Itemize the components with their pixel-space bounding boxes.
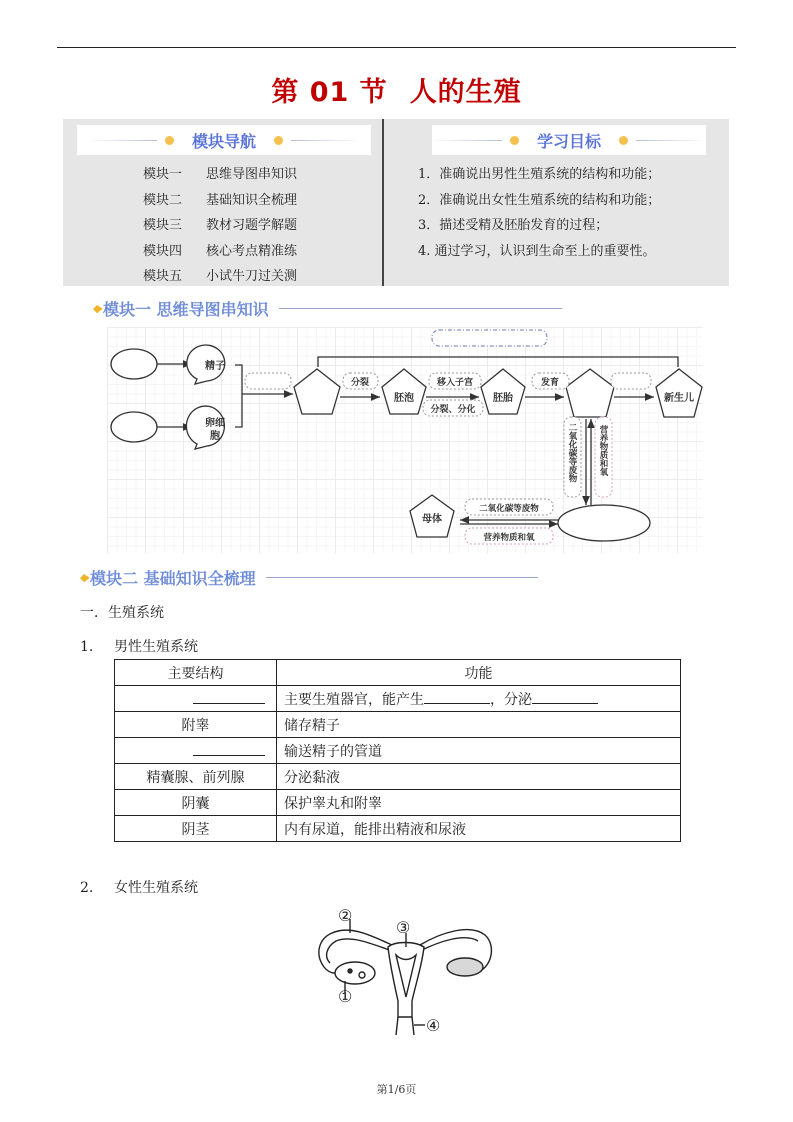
left-ovary [335,962,375,984]
embryo-pentagon [481,369,525,414]
edge-label: 二氧化碳等废物 [479,504,539,514]
fill-blank[interactable] [532,689,598,704]
node-label-newborn: 新生儿 [664,393,694,404]
heading-label: 男性生殖系统 [114,639,198,655]
structure-cell [115,686,277,712]
table-row [115,686,681,712]
heading-male-system [80,636,198,656]
module-nav-list [143,162,297,290]
module-number: 模块五 [143,269,183,284]
header-line-right [291,140,361,141]
node-label-egg: 胞 [210,431,220,442]
column-header: 功能 [277,660,681,686]
vagina [396,1017,414,1035]
node-label-egg: 卵细 [205,418,225,429]
heading-reproductive-system: 一．生殖系统 [80,605,164,621]
heading-label: 女性生殖系统 [114,880,198,896]
male-system-table [114,659,681,842]
module-name: 基础知识全梳理 [206,192,298,208]
learning-goals-header [432,125,706,155]
function-text: 主要生殖器官，能产生 [284,691,424,708]
table-row [115,738,681,764]
fill-blank[interactable] [193,741,265,756]
table-header-row [115,660,681,686]
right-ovary [447,958,483,976]
table-row [115,816,681,842]
diamond-chevron-icon: ◆› [93,302,100,315]
follicle [348,969,352,973]
function-cell: 保护睾丸和附睾 [277,790,681,816]
structure-cell: 精囊腺、前列腺 [115,764,277,790]
column-header: 主要结构 [115,660,277,686]
header-line-left [87,140,157,141]
function-cell: 分泌黏液 [277,764,681,790]
edge-label: 营养物质和氧 [483,533,535,543]
edge-label: 移入子宫 [436,378,474,388]
module-number: 模块四 [143,243,183,259]
edge-label: 分裂 [350,378,370,388]
table-row [115,764,681,790]
dot-icon [510,136,519,145]
learning-goals-list [418,162,660,264]
learning-goals-title: 学习目标 [537,131,602,151]
module-name: 教材习题学解题 [206,218,298,233]
heading-number: 2. [80,880,94,896]
node-label-sperm: 精子 [205,361,225,372]
title-lesson-number: 第 01 节 [271,77,388,108]
module-number: 模块三 [143,218,183,233]
structure-cell: 阴茎 [115,816,277,842]
section-heading-basics [80,566,538,589]
function-cell: 输送精子的管道 [277,738,681,764]
edge-label: 发育 [540,378,560,388]
dot-icon [274,136,283,145]
fill-blank[interactable] [424,689,490,704]
module-nav-item[interactable] [143,188,297,214]
diamond-chevron-icon: ◆› [80,571,87,584]
dot-icon [619,136,628,145]
top-bracket [318,357,678,367]
module-nav-item[interactable] [143,239,297,265]
structure-cell: 阴囊 [115,790,277,816]
node-label-blastocyst: 胚泡 [394,393,414,404]
uterus-body [388,943,424,1018]
section-title: 模块二 基础知识全梳理 [90,569,256,588]
module-nav-item[interactable] [143,162,297,188]
structure-cell: 附睾 [115,712,277,738]
node-label-embryo: 胚胎 [493,393,513,404]
learning-goal-item: 2．准确说出女性生殖系统的结构和功能； [418,192,661,208]
section-heading-mindmap [93,297,562,320]
section-rule [279,308,562,309]
function-cell [277,686,681,712]
zygote-pentagon-blank [294,369,340,414]
header-rule [57,47,736,48]
section-rule [266,577,538,578]
module-name: 核心考点精准练 [206,243,298,259]
overview-divider [382,119,384,286]
fetus-pentagon-blank [566,369,614,417]
heading-number: 1. [80,639,94,655]
header-line-right [636,140,706,141]
module-nav-title: 模块导航 [191,131,256,151]
blastocyst-pentagon [382,369,426,414]
edge-label: 营养物质和氧 [598,425,608,476]
edge-label: 分裂、分化 [430,405,476,415]
page-number: 第1/6页 [376,1083,417,1096]
figure-label-3: ③ [396,918,411,937]
uterus-illustration [310,905,500,1040]
figure-label-1: ① [338,987,353,1006]
blank-ellipse-top [111,349,157,379]
function-cell: 储存精子 [277,712,681,738]
header-line-left [432,140,502,141]
page-title [0,70,793,109]
module-nav-item[interactable] [143,213,297,239]
node-label-mother: 母体 [422,514,442,525]
title-lesson-name: 人的生殖 [409,77,522,108]
fill-blank[interactable] [193,689,265,704]
function-text: ，分泌 [490,691,532,708]
blank-ellipse-bottom [111,412,157,442]
mindmap-svg [107,327,703,553]
table-row [115,712,681,738]
module-number: 模块一 [143,167,183,182]
module-name: 思维导图串知识 [206,167,298,182]
learning-goal-item: 4. 通过学习，认识到生命至上的重要性。 [418,243,656,259]
module-number: 模块二 [143,192,183,208]
section-title: 模块一 思维导图串知识 [103,300,269,319]
left-fallopian-tube-inner [327,939,392,963]
figure-label-4: ④ [426,1016,441,1035]
female-reproductive-figure [310,905,500,1040]
module-name: 小试牛刀过关测 [206,269,298,284]
learning-goal-item: 1．准确说出男性生殖系统的结构和功能； [418,167,661,182]
function-cell: 内有尿道，能排出精液和尿液 [277,816,681,842]
learning-goal-item: 3．描述受精及胚胎发育的过程； [418,218,609,233]
blank-label-box [432,330,547,346]
dot-icon [165,136,174,145]
blank-label-box [245,373,291,389]
merge-connector [235,365,242,427]
figure-label-2: ② [338,906,353,925]
module-nav-header [77,125,371,155]
table-row [115,790,681,816]
blank-label-box [611,373,651,389]
edge-label: 二氧化碳等废物 [567,423,577,483]
mindmap-diagram [107,327,703,553]
module-nav-item[interactable] [143,264,297,290]
blank-ellipse-placenta [558,505,650,541]
structure-cell [115,738,277,764]
heading-female-system [80,877,198,897]
